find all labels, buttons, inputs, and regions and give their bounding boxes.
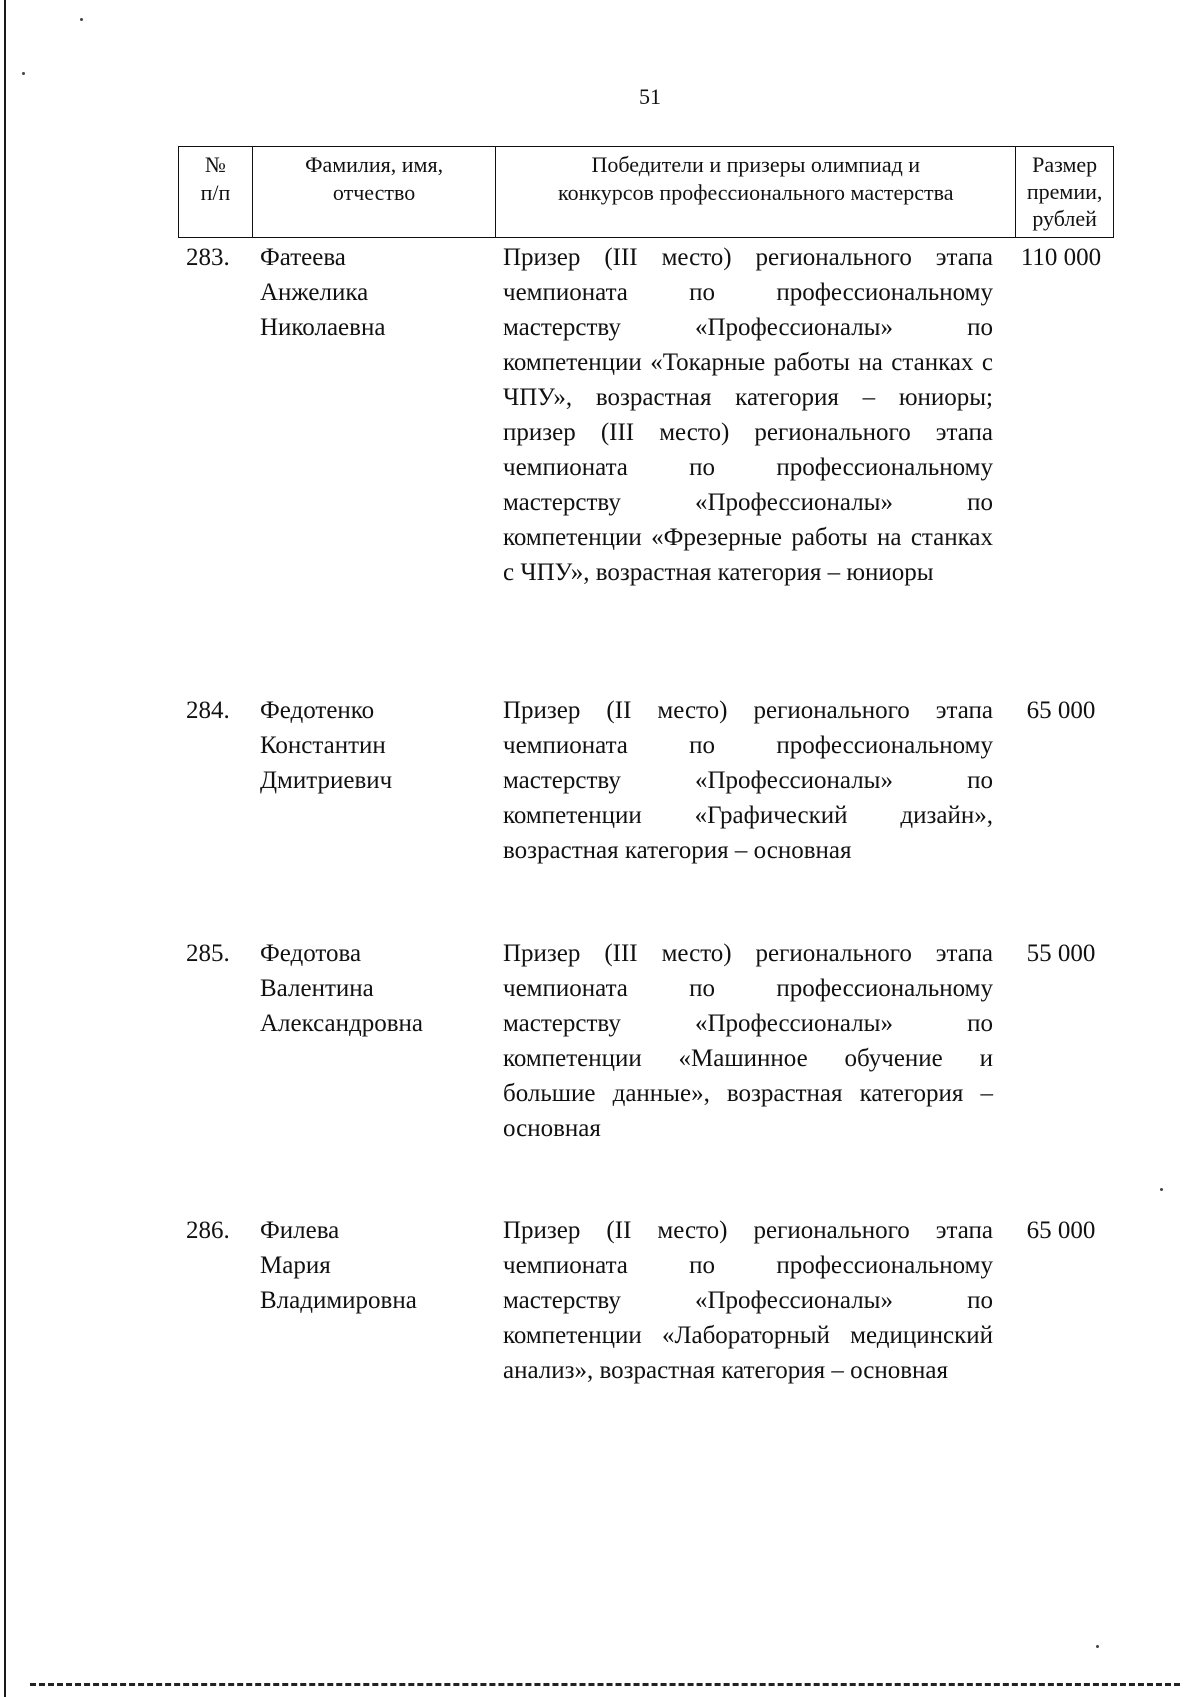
row-achievement: Призер (III место) регионального этапа чемпионата по профессиональному мастерству «Профессионалы» по компетенции «Токарные работы на станках с ЧПУ», возрастная категория – юниоры; призер (III место) регионального этапа чемпионата по профессиональному мастерству «Профессионалы» по компетенции «Фрезерные работы на станках с ЧПУ», возрастная категория – юниоры [503, 244, 993, 586]
scan-left-edge [4, 0, 6, 1697]
row-prize: 55 000 [1026, 940, 1096, 967]
row-achievement: Призер (II место) регионального этапа чемпионата по профессиональному мастерству «Профессионалы» по компетенции «Графический дизайн», возрастная категория – основная [503, 697, 993, 864]
row-number: 286. [186, 1217, 230, 1244]
page-number: 51 [639, 84, 661, 109]
row-full-name: Фатеева Анжелика Николаевна [260, 244, 386, 341]
row-number: 285. [186, 940, 230, 967]
row-prize: 65 000 [1026, 1217, 1096, 1244]
header-prize: Размер премии, рублей [1015, 147, 1113, 237]
row-prize: 110 000 [1020, 244, 1102, 271]
row-full-name: Федотова Валентина Александровна [260, 940, 424, 1037]
row-number: 283. [186, 244, 230, 271]
header-achievement: Победители и призеры олимпиад и конкурсов профессионального мастерства [495, 147, 1015, 237]
scan-speck [1160, 1188, 1163, 1191]
header-name: Фамилия, имя, отчество [252, 147, 495, 237]
header-num: № п/п [200, 152, 231, 205]
row-achievement: Призер (II место) регионального этапа чемпионата по профессиональному мастерству «Профессионалы» по компетенции «Лабораторный медицинский анализ», возрастная категория – основная [503, 1217, 993, 1384]
row-prize: 65 000 [1026, 697, 1096, 724]
row-full-name: Филева Мария Владимировна [260, 1217, 417, 1314]
row-full-name: Федотенко Константин Дмитриевич [260, 697, 393, 794]
scan-speck [22, 72, 25, 75]
scan-speck [80, 18, 83, 21]
scan-bottom-edge [30, 1683, 1180, 1686]
table-header [178, 146, 1114, 238]
row-achievement: Призер (III место) регионального этапа чемпионата по профессиональному мастерству «Профессионалы» по компетенции «Машинное обучение и большие данные», возрастная категория – основная [503, 940, 993, 1142]
scan-speck [1096, 1645, 1099, 1648]
row-number: 284. [186, 697, 230, 724]
